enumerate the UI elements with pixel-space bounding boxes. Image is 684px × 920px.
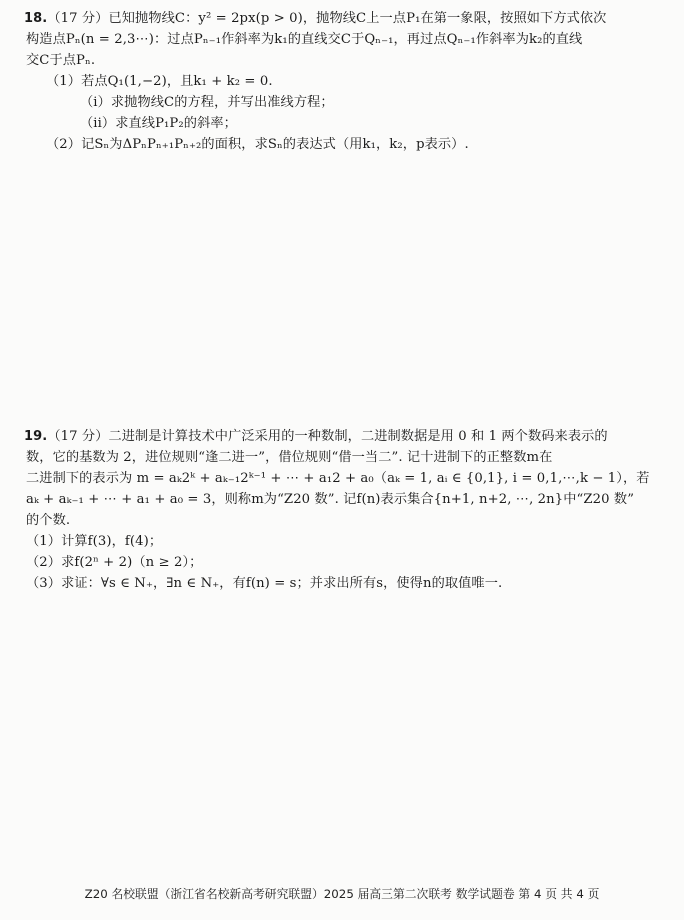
problem-18-stem-3: 交C于点Pₙ. [26,53,96,68]
problem-19-part-3: （3）求证：∀s ∈ N₊，∃n ∈ N₊，有f(n) = s；并求出所有s，使得n的取值唯一. [26,576,503,591]
problem-18 [24,8,664,155]
problem-18-line-1 [24,8,664,29]
problem-19 [24,426,664,594]
problem-18-stem-1: （17 分）已知抛物线C：y² = 2px(p > 0)，抛物线C上一点P₁在第一象限，按照如下方式依次 [47,11,607,26]
problem-19-stem-2: 数，它的基数为 2，进位规则“逢二进一”，借位规则“借一当二”. 记十进制下的正整数m在 [26,450,553,465]
problem-18-part-2: （2）记Sₙ为ΔPₙPₙ₊₁Pₙ₊₂的面积，求Sₙ的表达式（用k₁，k₂，p表示）. [46,137,469,152]
problem-19-stem-4: aₖ + aₖ₋₁ + ⋯ + a₁ + a₀ = 3，则称m为“Z20 数”. 记f(n)表示集合{n+1, n+2, ⋯, 2n}中“Z20 数” [26,492,635,507]
page-footer: Z20 名校联盟（浙江省名校新高考研究联盟）2025 届高三第二次联考 数学试题卷 第 4 页 共 4 页 [84,887,600,901]
problem-19-stem-1: （17 分）二进制是计算技术中广泛采用的一种数制，二进制数据是用 0 和 1 两个数码来表示的 [47,429,608,444]
problem-19-line-1 [24,426,664,447]
problem-19-part-1: （1）计算f(3)，f(4)； [26,534,163,549]
problem-18-part-1: （1）若点Q₁(1,−2)，且k₁ + k₂ = 0. [46,74,273,89]
problem-19-stem-5: 的个数. [26,513,71,528]
problem-18-stem-2: 构造点Pₙ(n = 2,3⋯)：过点Pₙ₋₁作斜率为k₁的直线交C于Qₙ₋₁，再过点Qₙ₋₁作斜率为k₂的直线 [26,32,583,47]
problem-18-number: 18. [24,11,48,26]
problem-18-part-1-ii: （ii）求直线P₁P₂的斜率； [80,116,237,131]
problem-19-number: 19. [24,429,48,444]
problem-19-stem-3: 二进制下的表示为 m = aₖ2ᵏ + aₖ₋₁2ᵏ⁻¹ + ⋯ + a₁2 + a₀（aₖ = 1, aᵢ ∈ {0,1}, i = 0,1,⋯,k − 1），若 [26,471,650,486]
problem-18-part-1-i: （i）求抛物线C的方程，并写出准线方程； [80,95,334,110]
problem-19-part-2: （2）求f(2ⁿ + 2)（n ≥ 2）； [26,555,203,570]
